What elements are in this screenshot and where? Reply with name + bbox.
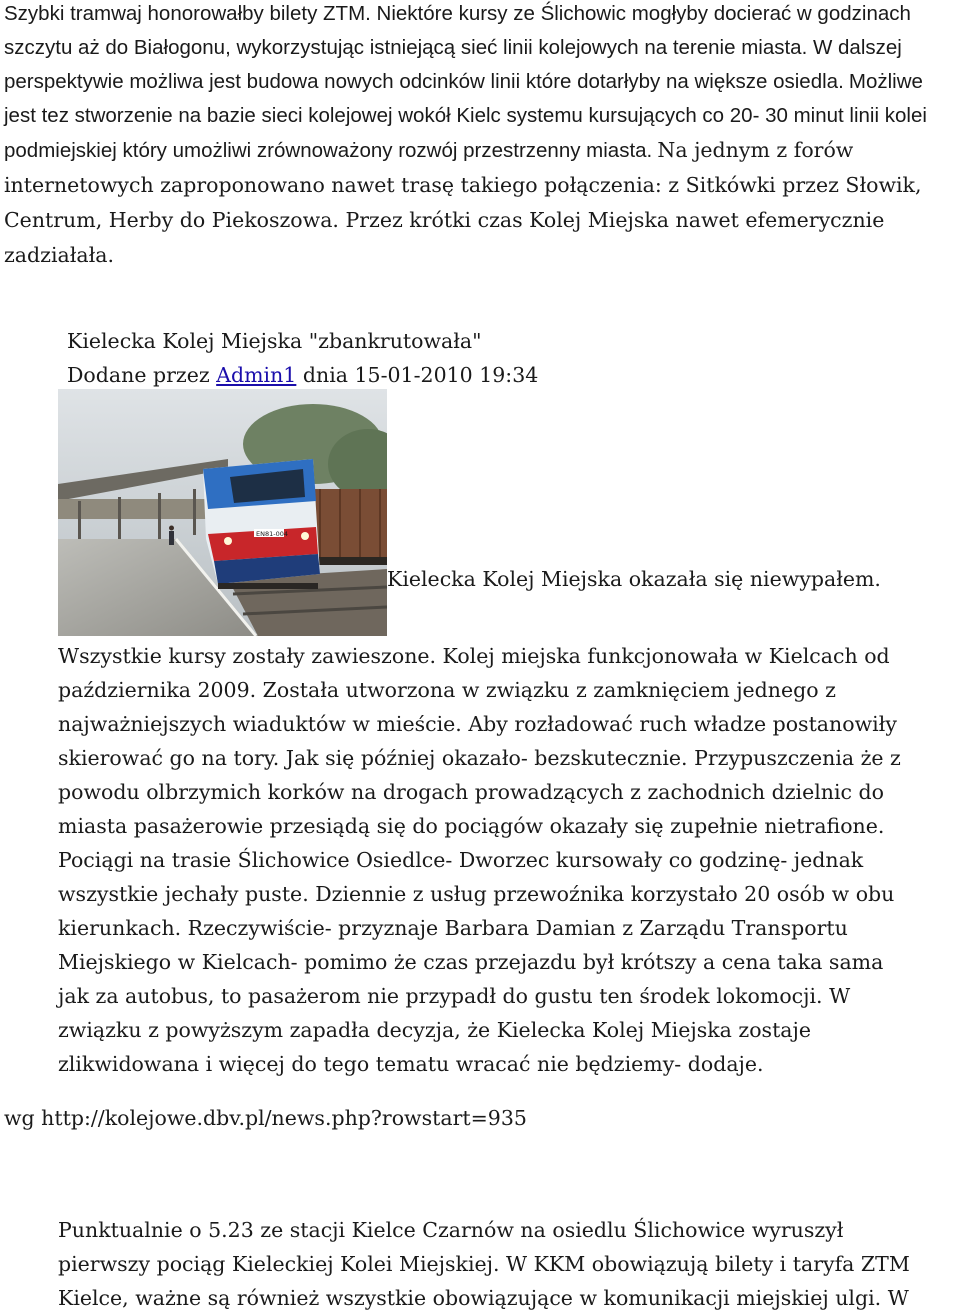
article-byline: [67, 358, 538, 392]
article-body: Wszystkie kursy zostały zawieszone. Kolej miejska funkcjonowała w Kielcach od października 2009. Została utworzona w związku z zamknięciem jednego z najważniejszych wiaduktów w mieście. Aby rozładować ruch władze postanowiły skierować go na tory. Jak się później okazało- bezskutecznie. Przypuszczenia że z powodu olbrzymich korków na drogach prowadzących z zachodnich dzielnic do miasta pasażerowie przesiądą się do pociągów okazały się zupełnie nietrafione. Pociągi na trasie Ślichowice Osiedlce- Dworzec kursowały co godzinę- jednak wszystkie jechały puste. Dziennie z usług przewoźnika korzystało 20 osób w obu kierunkach. Rzeczywiście- przyznaje Barbara Damian z Zarządu Transportu Miejskiego w Kielcach- pomimo że czas przejazdu był krótszy a cena taka sama jak za autobus, to pasażerom nie przypadł do gustu ten środek lokomocji. W związku z powyższym zapadła decyzja, że Kielecka Kolej Miejska zostaje zlikwidowana i więcej do tego tematu wracać nie będziemy- dodaje.: [58, 644, 901, 1076]
train-photo: [58, 389, 387, 636]
intro-text-part-3: Na jednym z forów internetowych zaproponowano nawet trasę takiego połączenia: z Sitkówki przez Słowik, Centrum, Herby do Piekoszowa. Przez krótki czas Kolej Miejska nawet efemerycznie zadziałała.: [4, 138, 922, 267]
byline-date: dnia 15-01-2010 19:34: [302, 363, 539, 387]
article-title: Kielecka Kolej Miejska "zbankrutowała": [67, 329, 482, 353]
photo-train-number: EN81-004: [256, 530, 288, 538]
source-line: wg http://kolejowe.dbv.pl/news.php?rowstart=935: [4, 1106, 527, 1130]
author-link[interactable]: Admin1: [216, 363, 297, 387]
intro-paragraph: [4, 0, 958, 273]
bottom-paragraph: Punktualnie o 5.23 ze stacji Kielce Czarnów na osiedlu Ślichowice wyruszył pierwszy pociąg Kieleckiej Kolei Miejskiej. W KKM obowiązują bilety i taryfa ZTM Kielce, ważne są również wszystkie obowiązujące w komunikacji miejskiej ulgi. W: [58, 1218, 910, 1310]
photo-caption: Kielecka Kolej Miejska okazała się niewypałem.: [387, 567, 881, 591]
byline-prefix: Dodane przez: [67, 363, 210, 387]
intro-text-part-2: Możliwe jest tez stworzenie na bazie sieci kolejowej wokół Kielc systemu kursujących co 20- 30 minut linii kolei podmiejskiej który umożliwi zrównoważony rozwój przestrzenny miasta.: [4, 70, 927, 162]
intro-text-part-1: Szybki tramwaj honorowałby bilety ZTM. Niektóre kursy ze Ślichowic mogłyby docierać w godzinach szczytu aż do Białogonu, wykorzystując istniejącą sieć linii kolejowych na terenie miasta. W dalszej perspektywie możliwa jest budowa nowych odcinków linii które dotarłyby na większe osiedla.: [4, 2, 911, 93]
